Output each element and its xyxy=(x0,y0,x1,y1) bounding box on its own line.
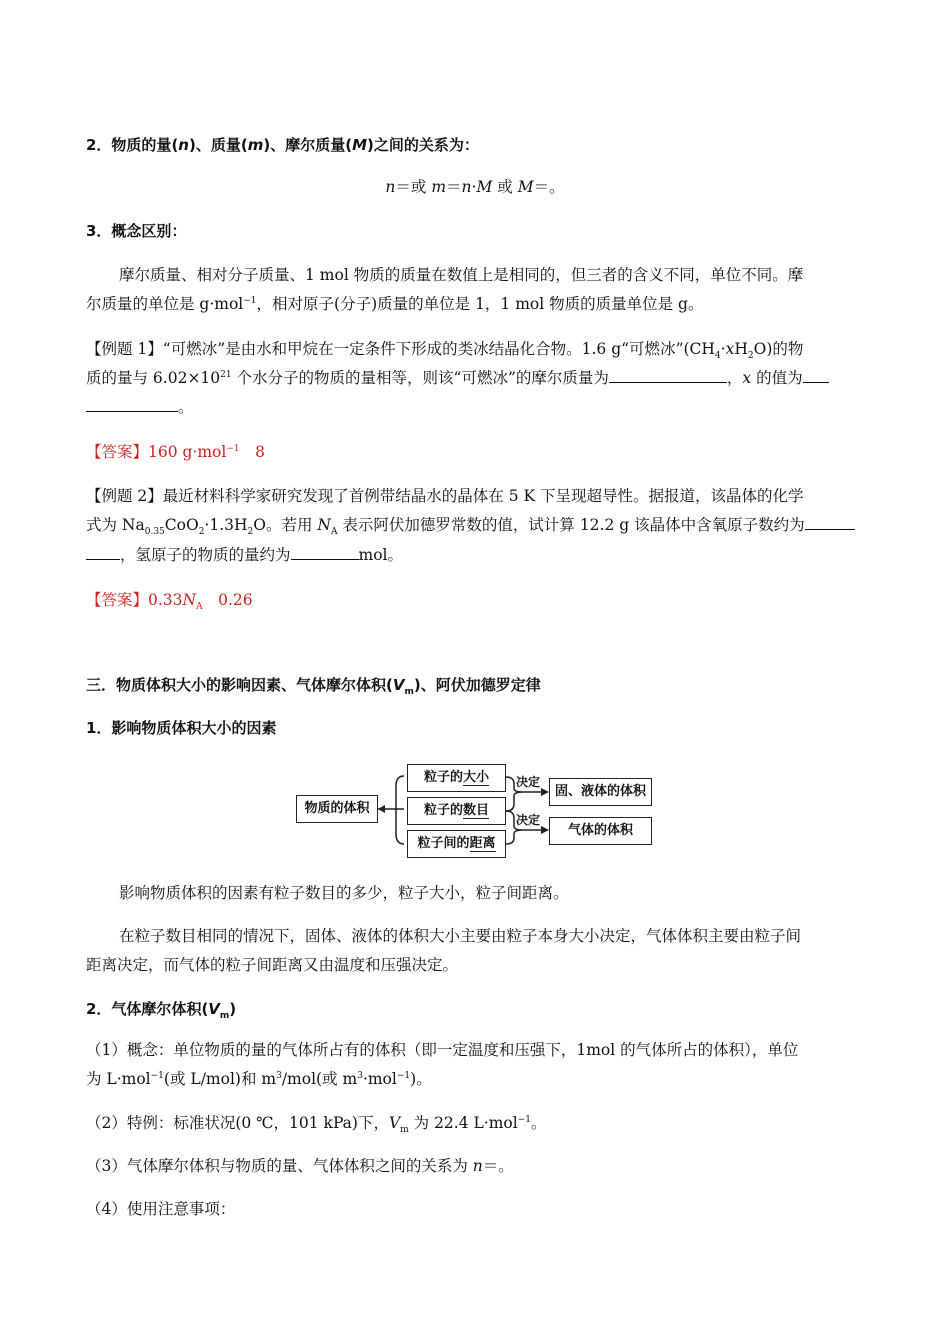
item-1-line-2: 为 L·mol$^{-1}$(或 L/mol)和 $m^3/mol$(或 $m^3\cdot mol^{-1}$)。 xyxy=(86,1070,432,1088)
volume-paragraph-line-1: 在粒子数目相同的情况下，固体、液体的体积大小主要由粒子本身大小决定，气体体积主要由粒子间 xyxy=(119,927,802,945)
example-2-line-1: 【例题 2】最近材料科学家研究发现了首例带结晶水的晶体在 5 K 下呈现超导性。据报道，该晶体的化学 xyxy=(86,487,804,505)
item-4: （4）使用注意事项： xyxy=(86,1200,236,1218)
concept-para-line-2: 尔质量的单位是 g·mol$^{-1}$，相对原子(分子)质量的单位是 1，1 mol 物质的质量单位是 g。 xyxy=(86,295,704,313)
example-1-line-3: 。 xyxy=(86,396,864,418)
answer-blank[interactable] xyxy=(86,545,120,560)
diagram-result-solid-liquid: 固、液体的体积 xyxy=(549,778,652,806)
item-1-line-1: （1）概念：单位物质的量的气体所占有的体积（即一定温度和压强下，1mol 的气体所占的体积），单位 xyxy=(86,1041,799,1059)
diagram-result-gas: 气体的体积 xyxy=(549,817,652,845)
concept-para-line-1: 摩尔质量、相对分子质量、1 mol 物质的质量在数值上是相同的，但三者的含义不同，单位不同。摩 xyxy=(119,266,804,284)
diagram-factor-distance: 粒子间的距离 xyxy=(407,830,506,858)
example-2-line-2: 式为 $Na_{0.35}CoO_2\cdot 1.3H_2O$。若用 $N_A$ 表示阿伏加德罗常数的值，试计算 12.2 g 该晶体中含氧原子数约为 xyxy=(86,514,864,536)
example-1-line-1: 【例题 1】“可燃冰”是由水和甲烷在一定条件下形成的类冰结晶化合物。1.6 g“可燃冰$”(CH_4\cdot xH_2O)$的物 xyxy=(86,340,804,362)
answer-blank[interactable] xyxy=(805,515,855,530)
section-three-heading: 三．物质体积大小的影响因素、气体摩尔体积$(V_m)$、阿伏加德罗定律 xyxy=(86,676,541,697)
diagram-decide-label-2: 决定 xyxy=(516,813,541,827)
section-3-heading: 3．概念区别： xyxy=(86,222,187,240)
item-2: （2）特例：标准状况(0 ℃，101 kPa)下，$V_m$ 为 22.4 L·mol$^{-1}$。 xyxy=(86,1114,547,1136)
diagram-root-box: 物质的体积 xyxy=(296,795,378,823)
example-2-answer: 【答案】$0.33N_A$ 0.26 xyxy=(86,591,253,613)
example-1-answer: 【答案】160 g·mol$^{-1}$ 8 xyxy=(86,443,266,461)
example-2-line-3: ，氢原子的物质的量约为 mol。 xyxy=(86,544,864,566)
subsection-1-heading: 1．影响物质体积大小的因素 xyxy=(86,719,277,737)
diagram-factor-size: 粒子的大小 xyxy=(407,764,506,792)
formula-line: n＝或 m＝n·M 或 M＝。 xyxy=(385,178,565,196)
answer-blank[interactable] xyxy=(803,368,829,383)
factors-paragraph: 影响物质体积的因素有粒子数目的多少，粒子大小，粒子间距离。 xyxy=(119,884,569,902)
volume-paragraph-line-2: 距离决定，而气体的粒子间距离又由温度和压强决定。 xyxy=(86,956,459,974)
diagram-decide-label-1: 决定 xyxy=(516,775,541,789)
example-1-line-2: 质的量与 $6.02\times 10^{21}$ 个水分子的物质的量相等，则该“可燃冰”的摩尔质量为 ，x 的值为 xyxy=(86,367,864,389)
diagram-factor-number: 粒子的数目 xyxy=(407,797,506,825)
answer-blank[interactable] xyxy=(609,368,727,383)
answer-blank[interactable] xyxy=(291,545,359,560)
section-2-heading: 2．物质的量(n)、质量(m)、摩尔质量(M)之间的关系为： xyxy=(86,136,479,154)
answer-blank[interactable] xyxy=(86,397,178,412)
item-3: （3）气体摩尔体积与物质的量、气体体积之间的关系为 n＝。 xyxy=(86,1157,514,1175)
subsection-2-heading: 2．气体摩尔体积$(V_m)$ xyxy=(86,1000,237,1021)
